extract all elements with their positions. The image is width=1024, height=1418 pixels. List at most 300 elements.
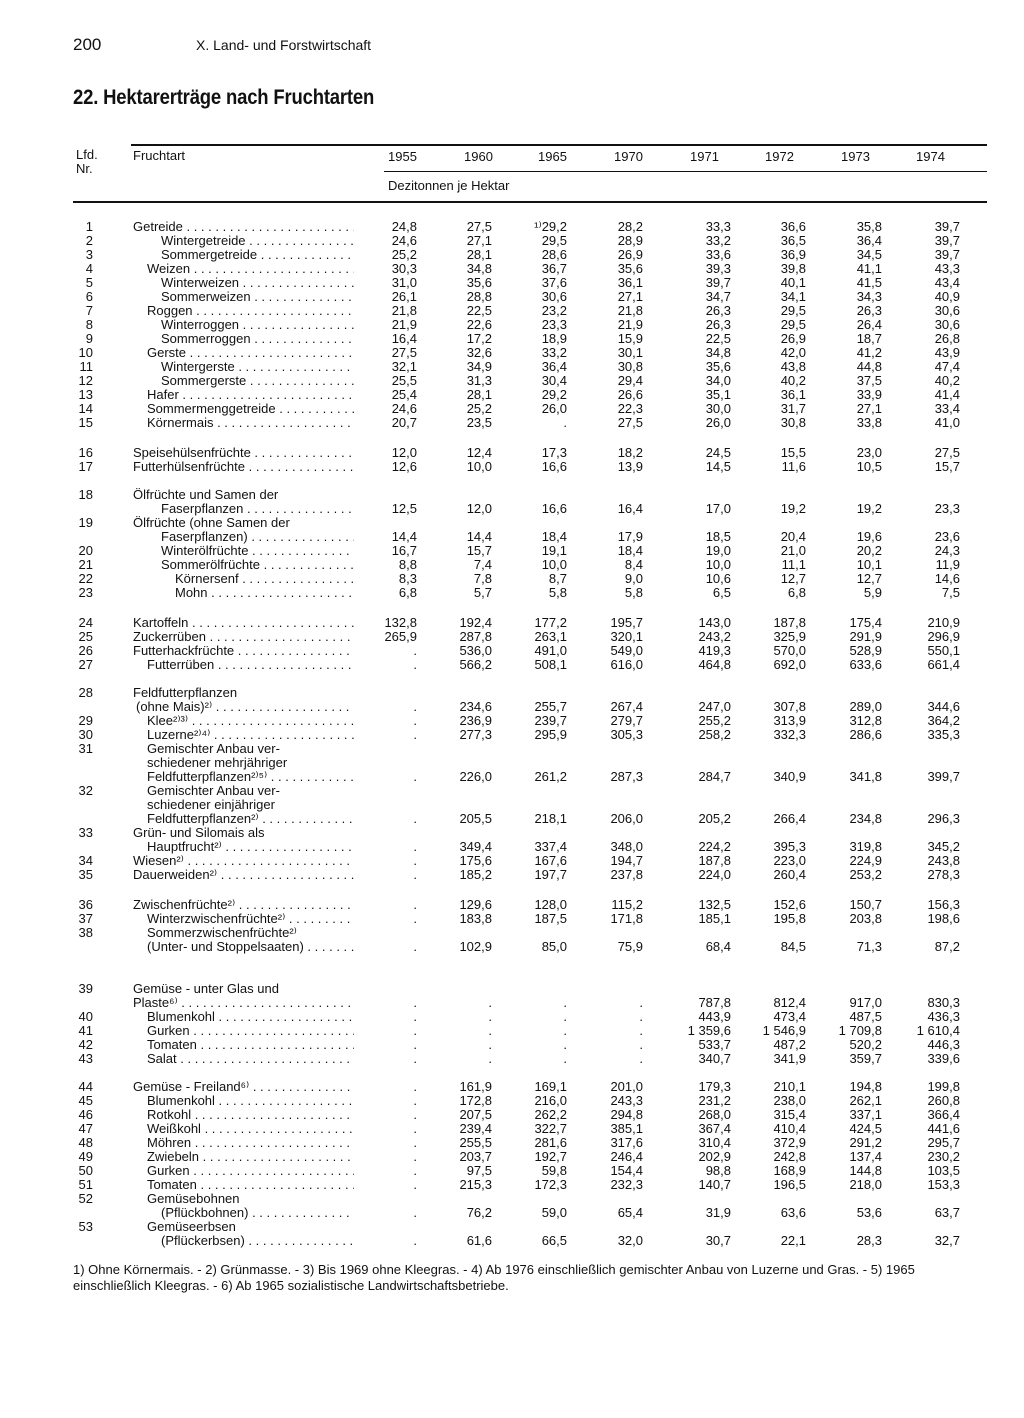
yield-value: .	[413, 1079, 417, 1094]
crop-label: Blumenkohl . . .	[147, 1010, 354, 1024]
crop-label: Futterhackfrüchte . . .	[133, 644, 354, 658]
crop-label: Blumenkohl . . .	[147, 1094, 354, 1108]
yield-value: 29,5	[541, 233, 567, 248]
yield-value: 34,8	[466, 261, 492, 276]
row-number: 42	[78, 1037, 93, 1052]
row-number: 19	[78, 515, 93, 530]
yield-value: 230,2	[927, 1149, 960, 1164]
yield-value: .	[563, 1037, 567, 1052]
row-number: 41	[78, 1023, 93, 1038]
yield-value: 40,1	[780, 275, 806, 290]
yield-value: .	[413, 1107, 417, 1122]
yield-value: 508,1	[534, 657, 567, 672]
yield-value: 550,1	[927, 643, 960, 658]
crop-label: Feldfutterpflanzen	[133, 686, 238, 700]
yield-value: 14,6	[934, 571, 960, 586]
row-number: 9	[85, 331, 93, 346]
crop-label: Mohn . . .	[175, 586, 354, 600]
yield-value: 25,2	[466, 401, 492, 416]
yield-value: 340,7	[698, 1051, 731, 1066]
row-number: 8	[85, 317, 93, 332]
yield-value: 549,0	[610, 643, 643, 658]
yield-value: 192,4	[459, 615, 492, 630]
yield-value: 218,0	[849, 1177, 882, 1192]
yield-value: 33,9	[856, 387, 882, 402]
yield-value: 143,0	[698, 615, 731, 630]
yield-value: 267,4	[610, 699, 643, 714]
yield-value: .	[413, 867, 417, 882]
crop-label: Zwischenfrüchte²⁾ . . .	[133, 898, 354, 912]
crop-label: Hafer . . .	[147, 388, 354, 402]
yield-value: 33,6	[705, 247, 731, 262]
yield-value: 20,4	[780, 529, 806, 544]
yield-value: 16,4	[391, 331, 417, 346]
yield-value: 153,3	[927, 1177, 960, 1192]
crop-label: Futterrüben . . .	[147, 658, 354, 672]
yield-value: 339,6	[927, 1051, 960, 1066]
yield-value: 19,6	[856, 529, 882, 544]
crop-label: Getreide . . .	[133, 220, 354, 234]
yield-value: 16,6	[541, 501, 567, 516]
yield-value: 175,4	[849, 615, 882, 630]
yield-value: 42,0	[780, 345, 806, 360]
yield-value: .	[413, 1009, 417, 1024]
yield-value: 26,3	[705, 303, 731, 318]
yield-value: 243,3	[610, 1093, 643, 1108]
yield-value: 40,2	[934, 373, 960, 388]
yield-value: 12,0	[391, 445, 417, 460]
yield-value: 24,3	[934, 543, 960, 558]
section-title: X. Land- und Forstwirtschaft	[196, 37, 372, 53]
yield-value: 24,8	[391, 219, 417, 234]
row-number: 52	[78, 1191, 93, 1206]
yield-value: 419,3	[698, 643, 731, 658]
yield-value: 201,0	[610, 1079, 643, 1094]
yield-value: 15,9	[617, 331, 643, 346]
header-nr-label	[76, 148, 98, 176]
yield-value: 43,8	[780, 359, 806, 374]
crop-label: (Pflückerbsen) . . .	[161, 1234, 354, 1248]
yield-value: 349,4	[459, 839, 492, 854]
yield-value: 194,8	[849, 1079, 882, 1094]
yield-value: 30,6	[934, 303, 960, 318]
yield-value: 239,7	[534, 713, 567, 728]
yield-value: 29,5	[780, 303, 806, 318]
yield-value: 5,8	[624, 585, 643, 600]
crop-label: Faserpflanzen) . . .	[161, 530, 354, 544]
crop-label: Wintergerste . . .	[161, 360, 354, 374]
crop-label: schiedener einjähriger	[147, 798, 275, 812]
yield-value: 12,6	[391, 459, 417, 474]
crop-label: Sommerweizen . . .	[161, 290, 354, 304]
yield-value: 291,2	[849, 1135, 882, 1150]
yield-value: 194,7	[610, 853, 643, 868]
yield-value: 278,3	[927, 867, 960, 882]
row-number: 11	[79, 359, 93, 374]
yield-value: 337,1	[849, 1107, 882, 1122]
yield-value: 168,9	[773, 1163, 806, 1178]
yield-value: 16,6	[541, 459, 567, 474]
yield-value: 325,9	[773, 629, 806, 644]
yield-value: 24,5	[705, 445, 731, 460]
yield-value: 31,9	[705, 1205, 731, 1220]
crop-label: Ölfrüchte und Samen der	[133, 488, 279, 502]
yield-value: 137,4	[849, 1149, 882, 1164]
yield-value: 43,9	[934, 345, 960, 360]
row-number: 12	[78, 373, 93, 388]
yield-value: 15,5	[780, 445, 806, 460]
yield-value: 20,2	[856, 543, 882, 558]
yield-value: .	[413, 897, 417, 912]
row-number: 29	[78, 713, 93, 728]
yield-value: 243,8	[927, 853, 960, 868]
yield-value: 23,0	[856, 445, 882, 460]
row-number: 2	[85, 233, 93, 248]
yield-value: 185,2	[459, 867, 492, 882]
yield-value: 98,8	[705, 1163, 731, 1178]
yield-value: 187,5	[534, 911, 567, 926]
yield-value: .	[563, 995, 567, 1010]
yield-value: 24,6	[391, 233, 417, 248]
yield-value: 19,1	[541, 543, 567, 558]
yield-value: 28,2	[617, 219, 643, 234]
yield-value: 8,3	[398, 571, 417, 586]
yield-value: 661,4	[927, 657, 960, 672]
yield-value: 25,2	[391, 247, 417, 262]
yield-value: 28,1	[466, 247, 492, 262]
yield-value: 53,6	[856, 1205, 882, 1220]
yield-value: 8,4	[624, 557, 643, 572]
yield-value: 65,4	[617, 1205, 643, 1220]
yield-value: .	[413, 995, 417, 1010]
yield-value: 224,2	[698, 839, 731, 854]
yield-value: 27,5	[934, 445, 960, 460]
yield-value: 41,1	[856, 261, 882, 276]
header-bottom-rule	[73, 201, 987, 203]
yield-value: 315,4	[773, 1107, 806, 1122]
yield-value: 255,5	[459, 1135, 492, 1150]
yield-value: 129,6	[459, 897, 492, 912]
header-year: 1972	[765, 149, 794, 164]
yield-value: 192,7	[534, 1149, 567, 1164]
yield-value: 23,6	[934, 529, 960, 544]
yield-value: 26,1	[391, 289, 417, 304]
yield-value: 34,3	[856, 289, 882, 304]
crop-label: Ölfrüchte (ohne Samen der	[133, 516, 290, 530]
yield-value: 410,4	[773, 1121, 806, 1136]
yield-value: .	[413, 1135, 417, 1150]
yield-value: .	[413, 713, 417, 728]
yield-value: 183,8	[459, 911, 492, 926]
row-number: 37	[78, 911, 93, 926]
yield-value: 320,1	[610, 629, 643, 644]
yield-value: 295,7	[927, 1135, 960, 1150]
yield-value: .	[413, 1121, 417, 1136]
row-number: 43	[78, 1051, 93, 1066]
crop-label: Sommerölfrüchte . . .	[161, 558, 354, 572]
yield-value: 26,4	[856, 317, 882, 332]
yield-value: 34,0	[705, 373, 731, 388]
yield-value: .	[413, 811, 417, 826]
yield-value: 185,1	[698, 911, 731, 926]
crop-label: Gerste . . .	[147, 346, 354, 360]
yield-value: 17,2	[466, 331, 492, 346]
row-number: 48	[78, 1135, 93, 1150]
yield-value: 35,8	[856, 219, 882, 234]
yield-value: 265,9	[384, 629, 417, 644]
yield-value: 232,3	[610, 1177, 643, 1192]
row-number: 6	[85, 289, 93, 304]
row-number: 34	[78, 853, 93, 868]
yield-value: 27,5	[466, 219, 492, 234]
yield-value: 154,4	[610, 1163, 643, 1178]
yield-value: 35,6	[466, 275, 492, 290]
crop-label: Gemüse - Freiland⁶⁾ . . .	[133, 1080, 354, 1094]
yield-value: 20,7	[391, 415, 417, 430]
yield-value: 31,7	[780, 401, 806, 416]
yield-value: 40,9	[934, 289, 960, 304]
yield-value: 10,0	[466, 459, 492, 474]
yield-value: 443,9	[698, 1009, 731, 1024]
crop-label: (Pflückbohnen) . . .	[161, 1206, 354, 1220]
yield-value: 1 709,8	[838, 1023, 882, 1038]
yield-value: 26,9	[617, 247, 643, 262]
row-number: 23	[78, 585, 93, 600]
yield-value: 41,0	[934, 415, 960, 430]
yield-value: 446,3	[927, 1037, 960, 1052]
yield-value: 30,8	[780, 415, 806, 430]
crop-label: Körnersenf . . .	[175, 572, 354, 586]
yield-value: 187,8	[773, 615, 806, 630]
yield-value: 14,5	[705, 459, 731, 474]
yield-value: 1 610,4	[916, 1023, 960, 1038]
yield-value: 103,5	[927, 1163, 960, 1178]
yield-value: 26,3	[705, 317, 731, 332]
yield-value: 210,9	[927, 615, 960, 630]
yield-value: 12,5	[391, 501, 417, 516]
yield-value: 296,3	[927, 811, 960, 826]
yield-value: 63,6	[780, 1205, 806, 1220]
yield-value: 399,7	[927, 769, 960, 784]
yield-value: .	[413, 1149, 417, 1164]
yield-value: 344,6	[927, 699, 960, 714]
yield-value: 29,4	[617, 373, 643, 388]
yield-value: 33,8	[856, 415, 882, 430]
crop-label: Zuckerrüben . . .	[133, 630, 354, 644]
crop-label: Luzerne²⁾⁴⁾ . . .	[147, 728, 354, 742]
yield-value: 279,7	[610, 713, 643, 728]
yield-value: .	[563, 1023, 567, 1038]
yield-value: 28,1	[466, 387, 492, 402]
yield-value: .	[413, 699, 417, 714]
yield-value: 692,0	[773, 657, 806, 672]
yield-value: 39,7	[705, 275, 731, 290]
yield-value: 18,2	[617, 445, 643, 460]
yield-value: 12,7	[780, 571, 806, 586]
yield-value: 364,2	[927, 713, 960, 728]
crop-label: Wintergetreide . . .	[161, 234, 354, 248]
yield-value: 340,9	[773, 769, 806, 784]
yield-value: 75,9	[617, 939, 643, 954]
yield-value: 247,0	[698, 699, 731, 714]
yield-value: 198,6	[927, 911, 960, 926]
yield-value: .	[413, 1233, 417, 1248]
yield-value: .	[488, 1037, 492, 1052]
yield-value: 59,0	[541, 1205, 567, 1220]
yield-value: 26,6	[617, 387, 643, 402]
yield-value: 424,5	[849, 1121, 882, 1136]
yield-value: 7,4	[473, 557, 492, 572]
page-number: 200	[73, 35, 102, 54]
yield-value: 224,9	[849, 853, 882, 868]
yield-value: .	[639, 1051, 643, 1066]
crop-label: Tomaten . . .	[147, 1038, 354, 1052]
yield-value: 246,4	[610, 1149, 643, 1164]
crop-label: Sommergerste . . .	[161, 374, 354, 388]
row-number: 33	[78, 825, 93, 840]
crop-label: Wiesen²⁾ . . .	[133, 854, 354, 868]
yield-value: 15,7	[934, 459, 960, 474]
yield-value: 23,3	[934, 501, 960, 516]
yield-value: .	[413, 1205, 417, 1220]
yield-value: 917,0	[849, 995, 882, 1010]
yield-value: 216,0	[534, 1093, 567, 1108]
yield-value: .	[639, 1037, 643, 1052]
yield-value: 34,9	[466, 359, 492, 374]
yield-value: 63,7	[934, 1205, 960, 1220]
yield-value: 140,7	[698, 1177, 731, 1192]
yield-value: 367,4	[698, 1121, 731, 1136]
yield-value: 34,8	[705, 345, 731, 360]
crop-label: Hauptfrucht²⁾ . . .	[147, 840, 354, 854]
row-number: 53	[78, 1219, 93, 1234]
yield-value: 33,4	[934, 401, 960, 416]
yield-value: 205,5	[459, 811, 492, 826]
yield-value: .	[413, 1023, 417, 1038]
yield-value: 30,8	[617, 359, 643, 374]
yield-value: 1 359,6	[687, 1023, 731, 1038]
yield-value: 812,4	[773, 995, 806, 1010]
yield-value: 234,8	[849, 811, 882, 826]
yield-value: 243,2	[698, 629, 731, 644]
yield-value: 71,3	[856, 939, 882, 954]
yield-value: 24,6	[391, 401, 417, 416]
yield-value: 287,8	[459, 629, 492, 644]
crop-label: Dauerweiden²⁾ . . .	[133, 868, 354, 882]
yield-value: 22,5	[705, 331, 731, 346]
crop-label: Gemischter Anbau ver-	[147, 784, 280, 798]
yield-value: 337,4	[534, 839, 567, 854]
crop-label: schiedener mehrjähriger	[147, 756, 288, 770]
yield-value: 18,5	[705, 529, 731, 544]
yield-value: 14,4	[391, 529, 417, 544]
yield-value: 296,9	[927, 629, 960, 644]
yield-value: .	[413, 911, 417, 926]
yield-value: 286,6	[849, 727, 882, 742]
row-number: 30	[78, 727, 93, 742]
yield-value: 205,2	[698, 811, 731, 826]
yield-value: 97,5	[466, 1163, 492, 1178]
header-year: 1973	[841, 149, 870, 164]
yield-value: 23,3	[541, 317, 567, 332]
crop-label: (ohne Mais)²⁾ . . .	[136, 700, 354, 714]
yield-value: 335,3	[927, 727, 960, 742]
yield-value: 566,2	[459, 657, 492, 672]
yield-value: 616,0	[610, 657, 643, 672]
crop-label: Roggen . . .	[147, 304, 354, 318]
yield-value: 32,1	[391, 359, 417, 374]
row-number: 16	[78, 445, 93, 460]
yield-value: 473,4	[773, 1009, 806, 1024]
yield-value: 132,5	[698, 897, 731, 912]
yield-value: 11,9	[935, 557, 960, 572]
yield-value: 26,9	[780, 331, 806, 346]
yield-value: 21,9	[391, 317, 417, 332]
header-year: 1960	[464, 149, 493, 164]
yield-value: 262,2	[534, 1107, 567, 1122]
row-number: 4	[85, 261, 93, 276]
yield-value: 22,6	[466, 317, 492, 332]
yield-value: 128,0	[534, 897, 567, 912]
yield-value: 464,8	[698, 657, 731, 672]
yield-value: .	[639, 1009, 643, 1024]
row-number: 1	[85, 219, 93, 234]
yield-value: 39,7	[934, 219, 960, 234]
row-number: 13	[78, 387, 93, 402]
crop-label: Feldfutterpflanzen²⁾ . . .	[147, 812, 354, 826]
yield-value: 13,9	[617, 459, 643, 474]
header-crop-label: Fruchtart	[133, 148, 186, 163]
yield-value: 215,3	[459, 1177, 492, 1192]
header-year: 1971	[690, 149, 719, 164]
yield-value: 255,7	[534, 699, 567, 714]
yield-value: 177,2	[534, 615, 567, 630]
row-number: 51	[78, 1177, 93, 1192]
yield-value: 348,0	[610, 839, 643, 854]
crop-label: Klee²⁾³⁾ . . .	[147, 714, 354, 728]
yield-value: .	[413, 1177, 417, 1192]
yield-value: 21,8	[391, 303, 417, 318]
row-number: 22	[78, 571, 93, 586]
yield-value: 284,7	[698, 769, 731, 784]
row-number: 15	[78, 415, 93, 430]
yield-value: .	[413, 1037, 417, 1052]
yield-value: 5,9	[863, 585, 882, 600]
yield-value: 35,6	[617, 261, 643, 276]
row-number: 18	[78, 487, 93, 502]
row-number: 7	[85, 303, 93, 318]
yield-value: 34,1	[780, 289, 806, 304]
yield-value: 203,8	[849, 911, 882, 926]
row-number: 32	[78, 783, 93, 798]
yield-value: 14,4	[466, 529, 492, 544]
crop-label: Sommerroggen . . .	[161, 332, 354, 346]
yield-value: 28,6	[541, 247, 567, 262]
yield-value: 33,2	[705, 233, 731, 248]
yield-value: 195,7	[610, 615, 643, 630]
yield-value: 268,0	[698, 1107, 731, 1122]
yield-value: 263,1	[534, 629, 567, 644]
crop-label: Speisehülsenfrüchte . . .	[133, 446, 354, 460]
yield-value: 66,5	[541, 1233, 567, 1248]
yield-value: 21,8	[617, 303, 643, 318]
crop-label: Futterhülsenfrüchte . . .	[133, 460, 354, 474]
row-number: 14	[78, 401, 93, 416]
yield-value: 210,1	[773, 1079, 806, 1094]
yield-value: 187,8	[698, 853, 731, 868]
yield-value: 11,1	[781, 557, 806, 572]
yield-value: 41,4	[934, 387, 960, 402]
